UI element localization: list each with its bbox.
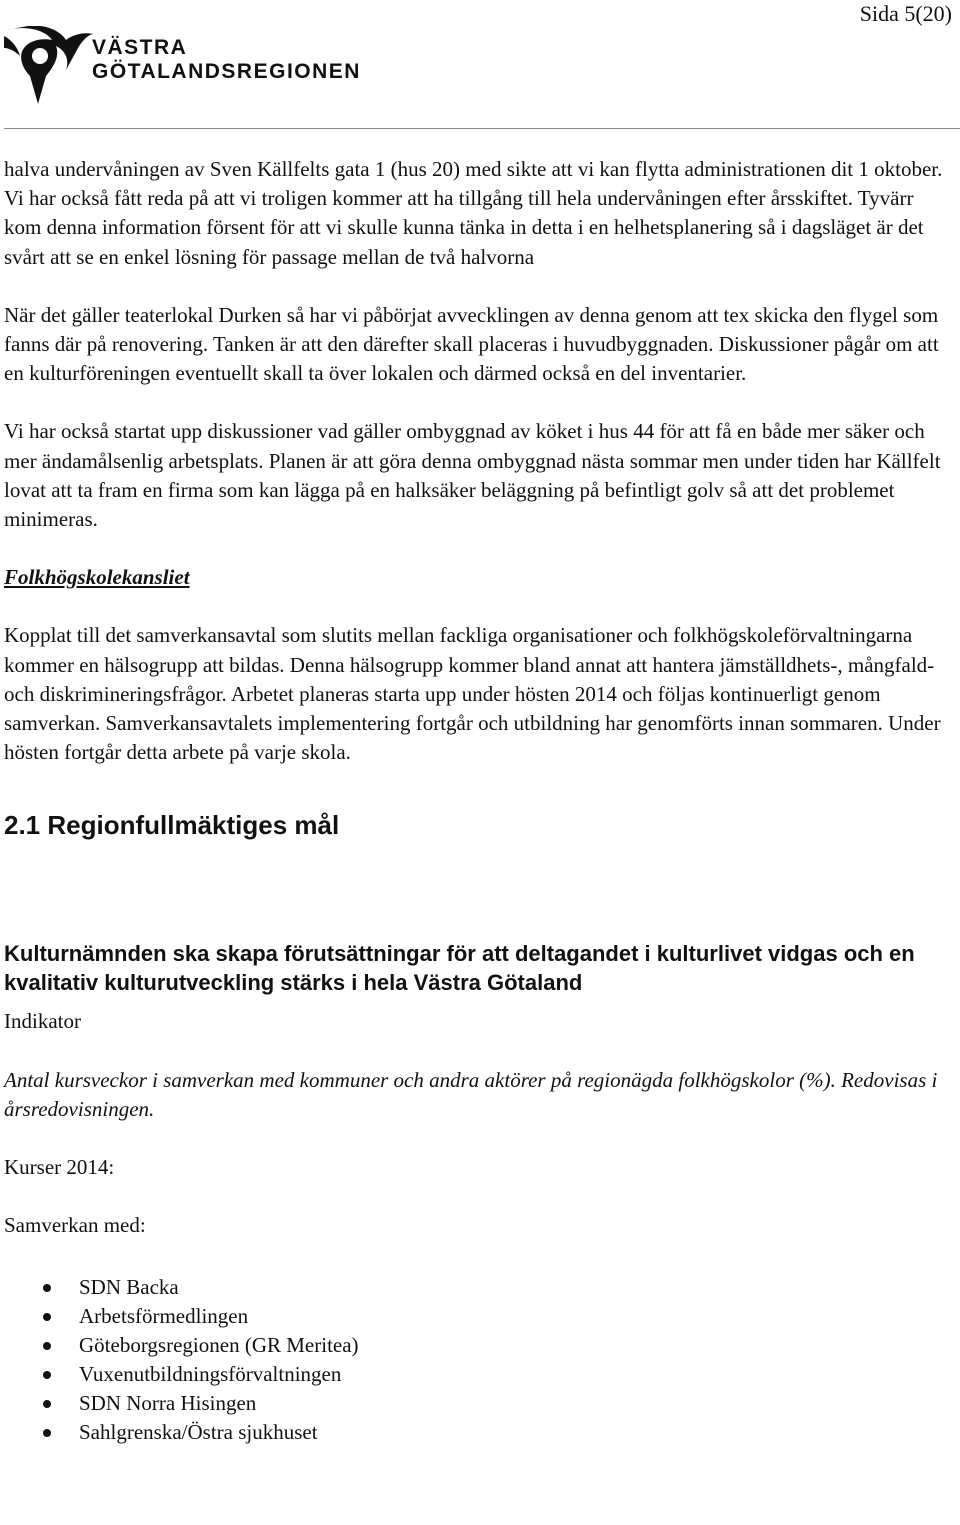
logo-line-2: GÖTALANDSREGIONEN — [92, 60, 361, 83]
bullet-icon — [43, 1313, 51, 1321]
indikator-label: Indikator — [4, 1009, 81, 1034]
section-heading: Folkhögskolekansliet — [4, 565, 190, 590]
kurser-label: Kurser 2014: — [4, 1155, 115, 1180]
bullet-icon — [43, 1342, 51, 1350]
goal-heading: Kulturnämnden ska skapa förutsättningar för att deltagandet i kulturlivet vidgas och en kvalitativ kulturutveckling stärks i hela Västra Götaland — [4, 941, 915, 996]
list-item: Göteborgsregionen (GR Meritea) — [4, 1331, 956, 1360]
vgr-logo — [4, 26, 394, 108]
page-number: Sida 5(20) — [859, 1, 952, 26]
list-item: Arbetsförmedlingen — [4, 1302, 956, 1331]
indikator-text: Antal kursveckor i samverkan med kommuner och andra aktörer på regionägda folkhögskolor (%). Redovisas i årsredovisningen. — [4, 1067, 938, 1121]
logo-line-1: VÄSTRA — [92, 36, 188, 59]
bullet-icon — [43, 1371, 51, 1379]
samverkan-label: Samverkan med: — [4, 1213, 146, 1238]
bullet-icon — [43, 1400, 51, 1408]
bullet-icon — [43, 1429, 51, 1437]
paragraph-3: Vi har också startat upp diskussioner vad gäller ombyggnad av köket i hus 44 för att få en både mer säker och mer ändamålsenlig arbetsplats. Planen är att göra denna ombyggnad nästa sommar men under tiden har Källfelt lovat att ta fram en firma som kan lägga på en halksäker beläggning på befintligt golv så att det problemet minimeras. — [4, 419, 941, 532]
list-item: Vuxenutbildningsförvaltningen — [4, 1360, 956, 1389]
list-item: SDN Backa — [4, 1273, 956, 1302]
samverkan-list — [4, 1273, 956, 1447]
list-item: SDN Norra Hisingen — [4, 1389, 956, 1418]
vgr-logo-icon — [4, 26, 94, 108]
heading-2-1: 2.1 Regionfullmäktiges mål — [4, 810, 340, 841]
paragraph-4: Kopplat till det samverkansavtal som slutits mellan fackliga organisationer och folkhögskoleförvaltningarna kommer en hälsogrupp att bildas. Denna hälsogrupp kommer bland annat att hantera jämställdhets-, mångfald- och diskrimineringsfrågor. Arbetet planeras starta upp under hösten 2014 och följas kontinuerligt genom samverkan. Samverkansavtalets implementering fortgår och utbildning har genomförts innan sommaren. Under hösten fortgår detta arbete på varje skola. — [4, 623, 941, 765]
bullet-icon — [43, 1284, 51, 1292]
paragraph-1: halva undervåningen av Sven Källfelts gata 1 (hus 20) med sikte att vi kan flytta administrationen dit 1 oktober. Vi har också fått reda på att vi troligen kommer att ha tillgång till hela undervåningen efter årsskiftet. Tyvärr kom denna information försent för att vi skulle kunna tänka in detta i en helhetsplanering så i dagsläget är det svårt att se en enkel lösning för passage mellan de två halvorna — [4, 157, 943, 269]
list-item: Sahlgrenska/Östra sjukhuset — [4, 1418, 956, 1447]
document-body — [4, 155, 956, 1447]
header-divider — [4, 128, 960, 129]
paragraph-2: När det gäller teaterlokal Durken så har vi påbörjat avvecklingen av denna genom att tex skicka den flygel som fanns där på renovering. Tanken är att den därefter skall placeras i huvudbyggnaden. Diskussioner pågår om att en kulturföreningen eventuellt skall ta över lokalen och därmed också en del inventarier. — [4, 302, 939, 386]
